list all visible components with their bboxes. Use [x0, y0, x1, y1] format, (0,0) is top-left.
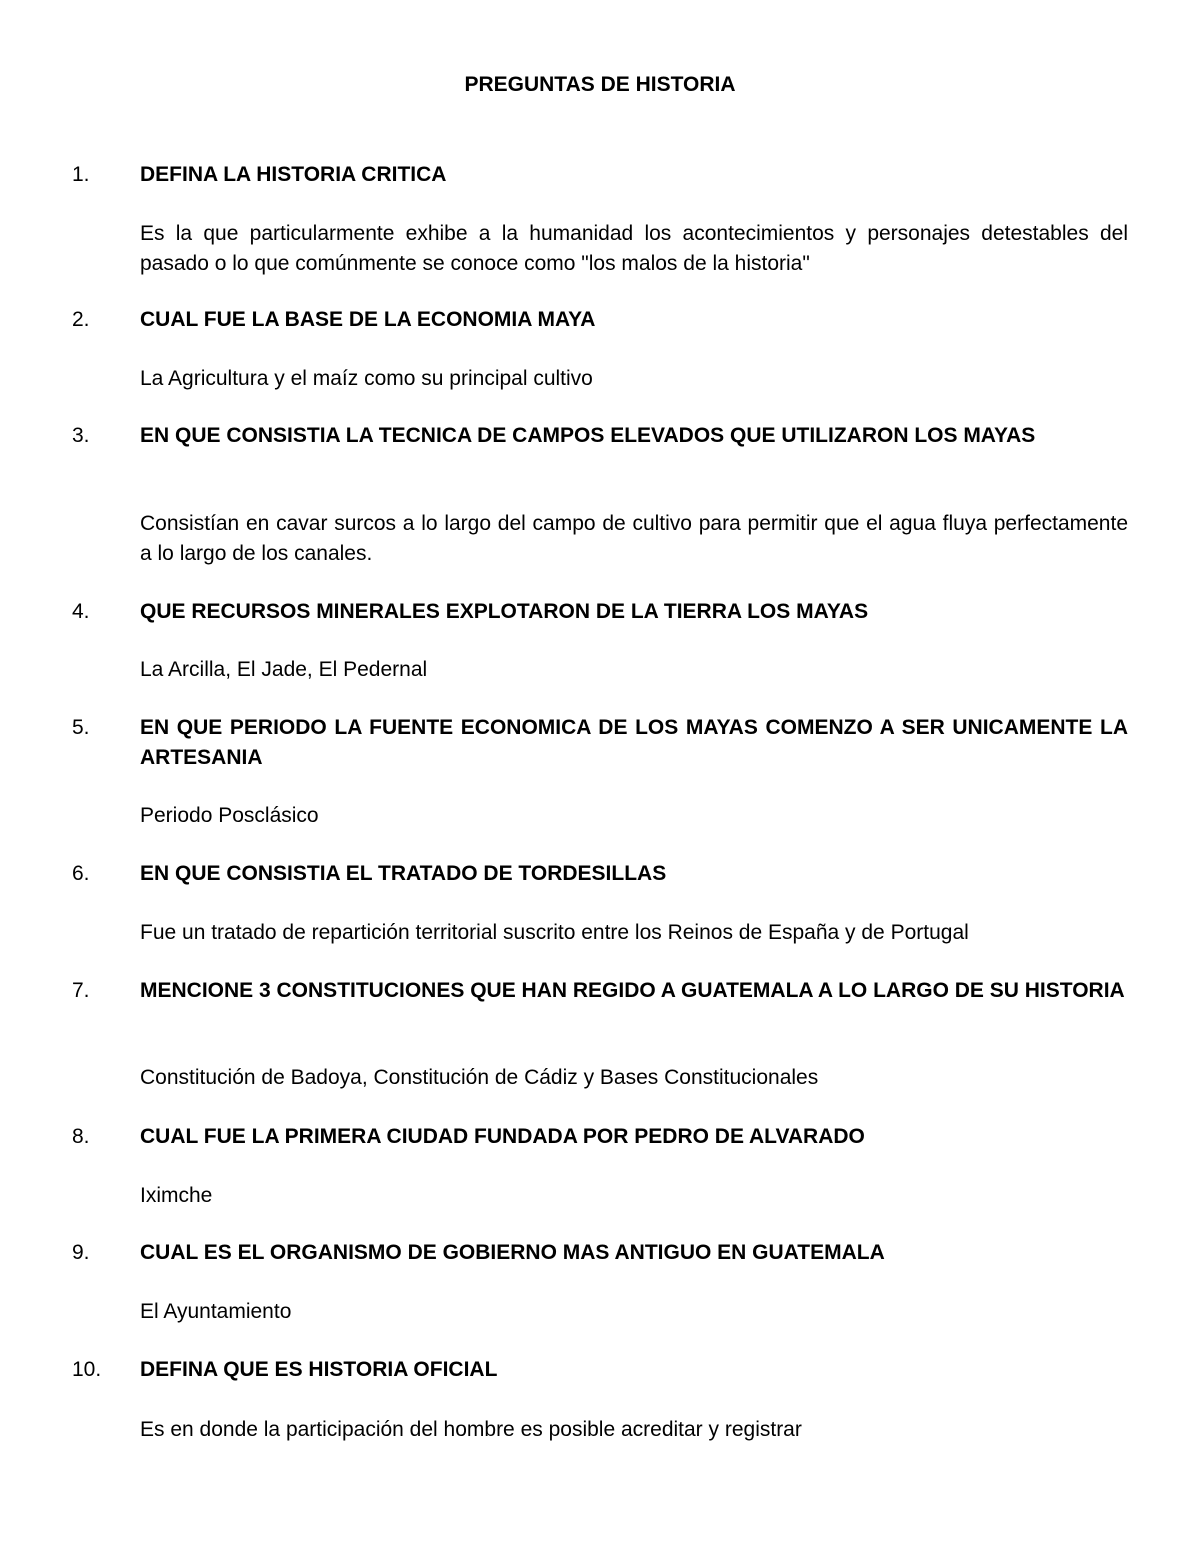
- question-text: DEFINA QUE ES HISTORIA OFICIAL: [140, 1358, 498, 1381]
- question-number: 9.: [72, 1241, 90, 1264]
- question-number: 2.: [72, 308, 90, 331]
- question-number: 1.: [72, 163, 90, 186]
- answer-text-1: Es la que particularmente exhibe a la humanidad los acontecimientos y personajes detestables del pasado o lo que comúnmente se conoce como "los malos de la historia": [140, 222, 1128, 275]
- answer-text-9: El Ayuntamiento: [140, 1300, 292, 1323]
- answer-text-7: Constitución de Badoya, Constitución de Cádiz y Bases Constitucionales: [140, 1066, 819, 1089]
- question-text: CUAL ES EL ORGANISMO DE GOBIERNO MAS ANTIGUO EN GUATEMALA: [140, 1241, 885, 1264]
- question-text: CUAL FUE LA PRIMERA CIUDAD FUNDADA POR PEDRO DE ALVARADO: [140, 1125, 865, 1148]
- answer-text-2: La Agricultura y el maíz como su principal cultivo: [140, 367, 593, 390]
- answer-text-10: Es en donde la participación del hombre es posible acreditar y registrar: [140, 1418, 802, 1441]
- answer-text-3: Consistían en cavar surcos a lo largo del campo de cultivo para permitir que el agua fluya perfectamente a lo largo de los canales.: [140, 512, 1128, 565]
- question-number: 7.: [72, 979, 90, 1002]
- answer-text-8: Iximche: [140, 1184, 213, 1207]
- question-text: QUE RECURSOS MINERALES EXPLOTARON DE LA TIERRA LOS MAYAS: [140, 600, 869, 623]
- question-text: CUAL FUE LA BASE DE LA ECONOMIA MAYA: [140, 308, 596, 331]
- question-number: 5.: [72, 716, 90, 739]
- question-text: EN QUE CONSISTIA LA TECNICA DE CAMPOS ELEVADOS QUE UTILIZARON LOS MAYAS: [140, 424, 1036, 447]
- answer-text-6: Fue un tratado de repartición territorial suscrito entre los Reinos de España y de Portugal: [140, 921, 969, 944]
- answer-text-4: La Arcilla, El Jade, El Pedernal: [140, 658, 428, 681]
- question-text: MENCIONE 3 CONSTITUCIONES QUE HAN REGIDO A GUATEMALA A LO LARGO DE SU HISTORIA: [140, 979, 1125, 1002]
- question-number: 3.: [72, 424, 90, 447]
- question-number: 8.: [72, 1125, 90, 1148]
- question-text: DEFINA LA HISTORIA CRITICA: [140, 163, 447, 186]
- question-number: 4.: [72, 600, 90, 623]
- question-number: 10.: [72, 1358, 102, 1381]
- question-text: EN QUE CONSISTIA EL TRATADO DE TORDESILLAS: [140, 862, 667, 885]
- question-text: EN QUE PERIODO LA FUENTE ECONOMICA DE LOS MAYAS COMENZO A SER UNICAMENTE LA ARTESANIA: [140, 716, 1128, 769]
- question-number: 6.: [72, 862, 90, 885]
- page-title: PREGUNTAS DE HISTORIA: [464, 73, 736, 96]
- answer-text-5: Periodo Posclásico: [140, 804, 319, 827]
